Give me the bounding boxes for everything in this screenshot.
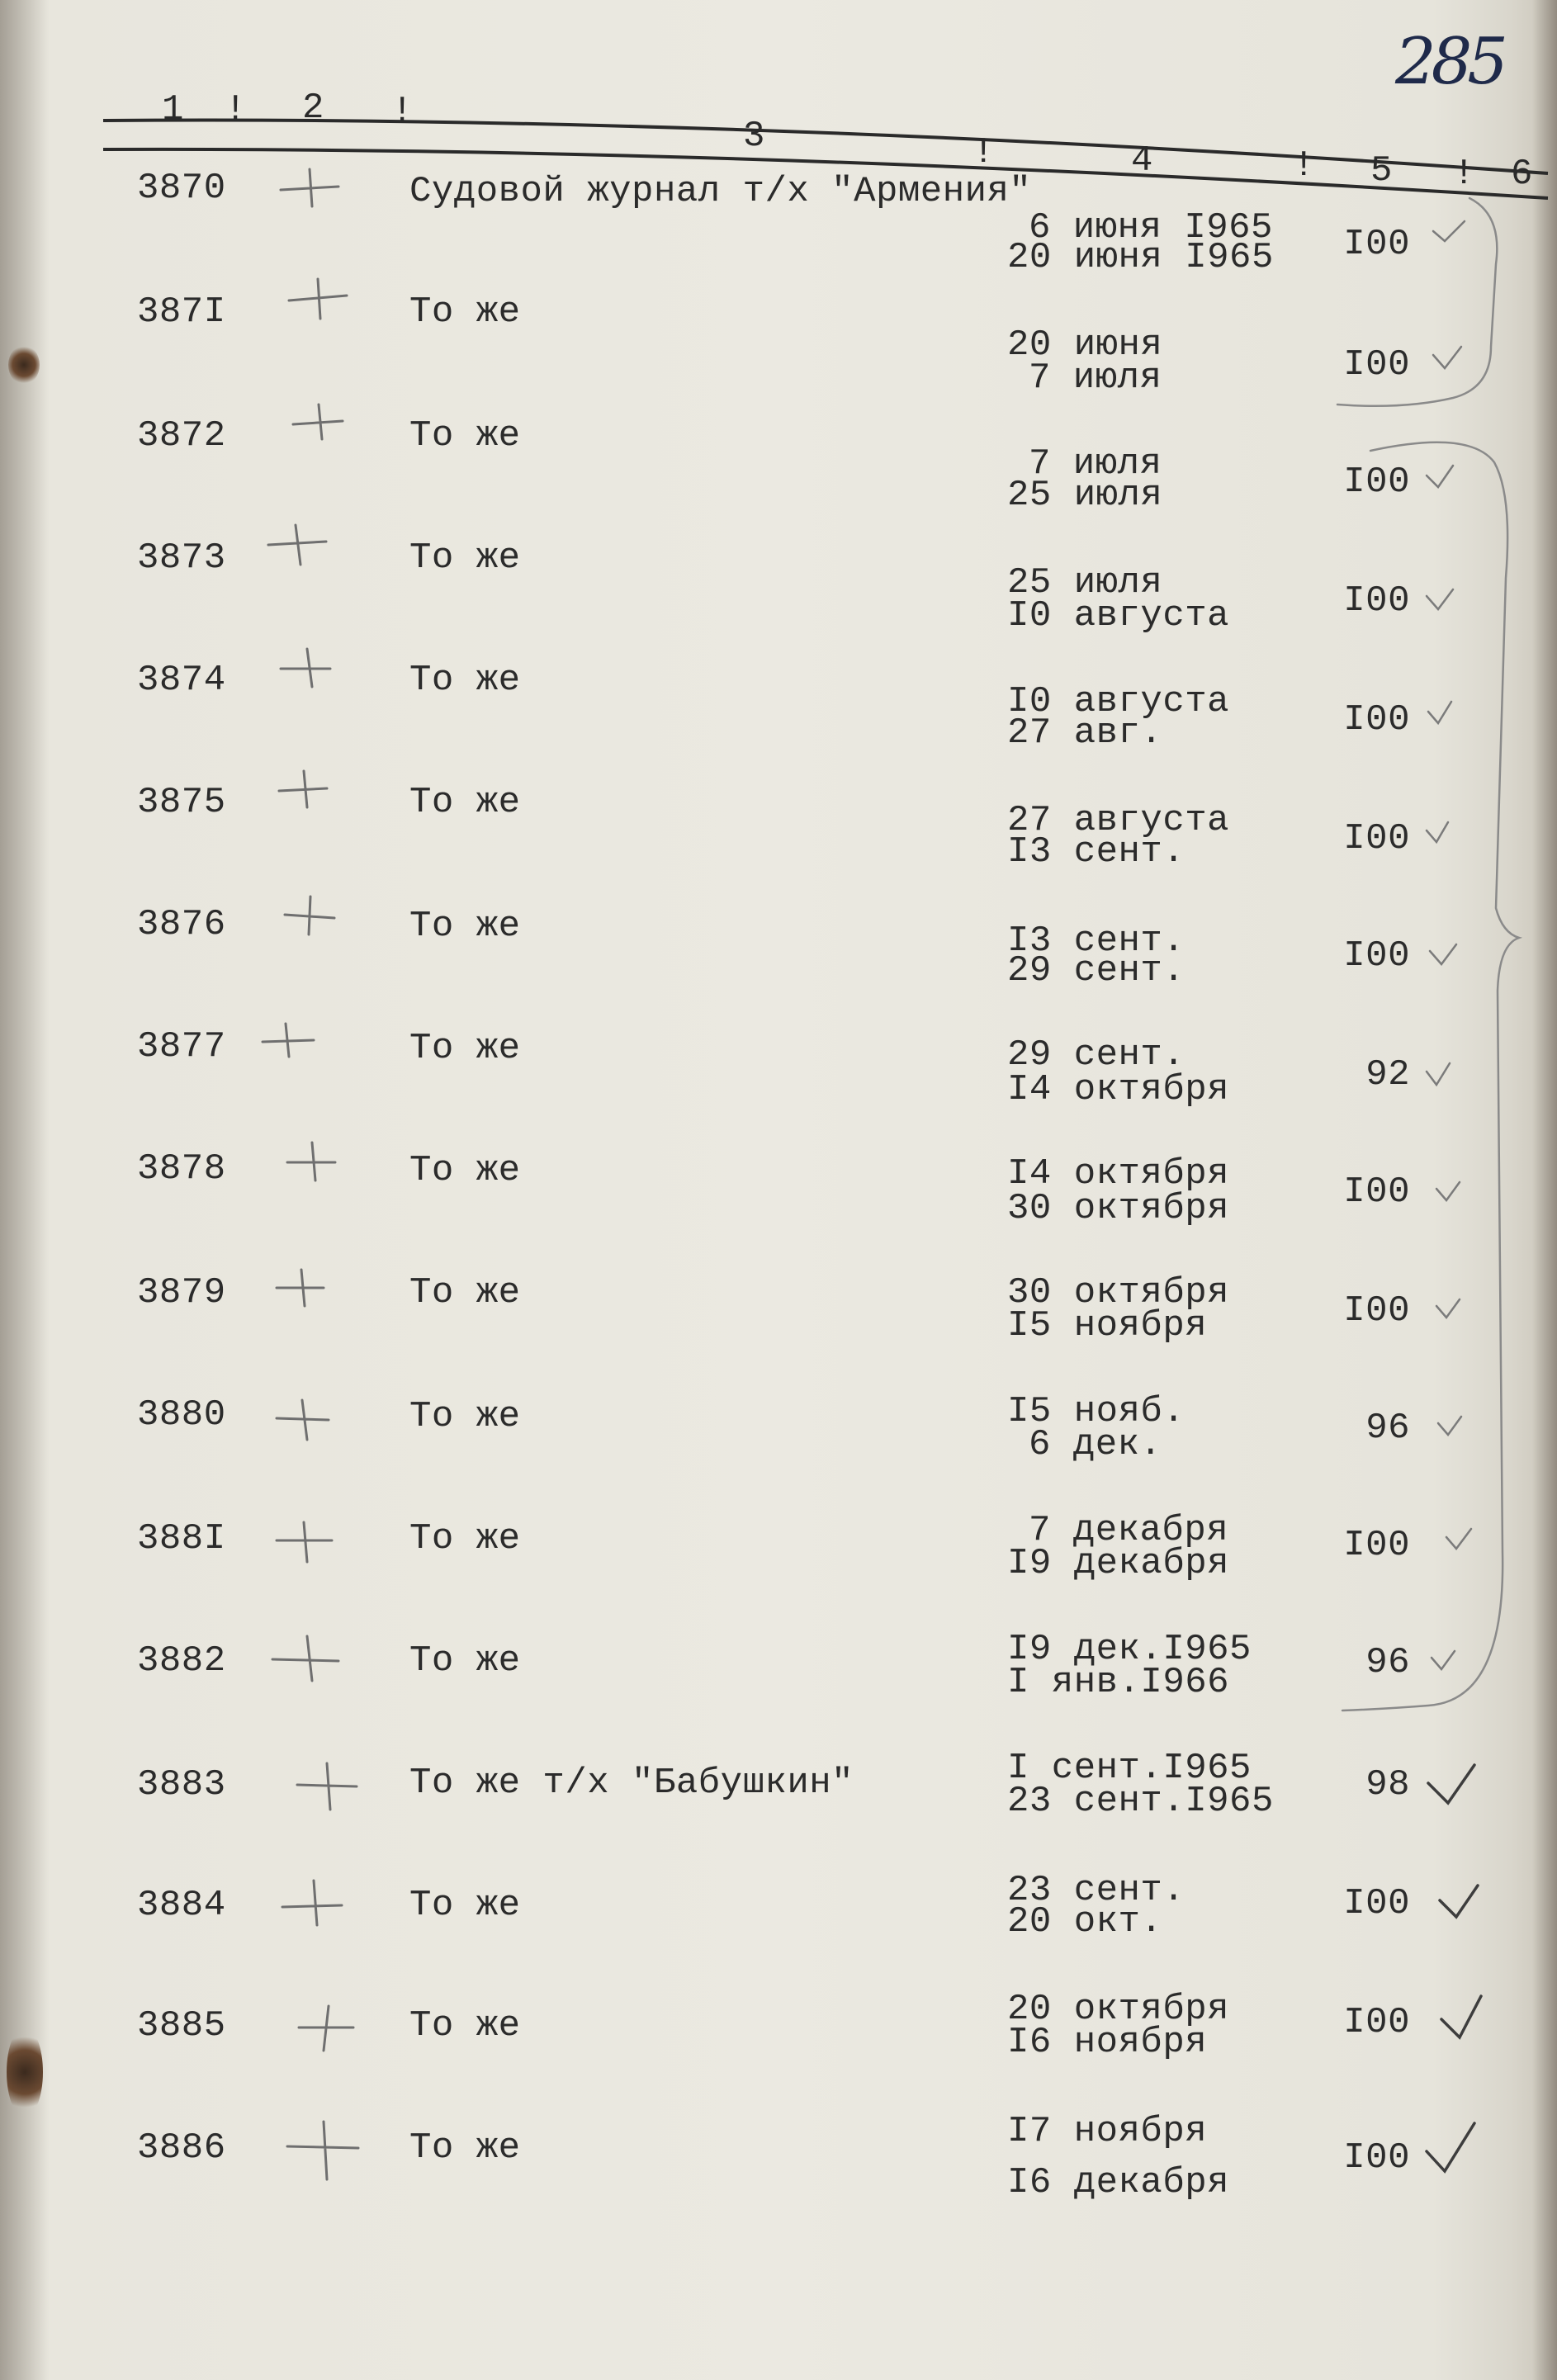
row-date-start: 30 октября <box>1007 1272 1230 1313</box>
col-header-sep: ! <box>225 89 247 130</box>
row-title: То же <box>409 291 521 333</box>
row-date-start: I5 нояб. <box>1007 1391 1185 1432</box>
row-number: 3883 <box>137 1764 226 1805</box>
row-date-start: I сент.I965 <box>1007 1748 1252 1789</box>
row-number: 387I <box>137 291 226 333</box>
row-page-count: I00 <box>1343 699 1410 740</box>
row-date-start: 25 июля <box>1007 562 1163 603</box>
row-title: Судовой журнал т/х "Армения" <box>409 171 1032 212</box>
row-title: То же <box>409 906 521 947</box>
row-date-start: 7 июля <box>1029 443 1162 485</box>
row-page-count: 92 <box>1365 1054 1410 1095</box>
row-page-count: I00 <box>1343 1290 1410 1332</box>
row-title: То же <box>409 1150 521 1191</box>
row-number: 3870 <box>137 168 226 209</box>
page-number: 285 <box>1395 25 1503 99</box>
row-number: 3874 <box>137 660 226 701</box>
row-title: То же <box>409 2005 521 2046</box>
row-number: 3880 <box>137 1394 226 1436</box>
row-date-end: I4 октября <box>1007 1069 1230 1110</box>
row-date-end: I9 декабря <box>1007 1543 1230 1584</box>
page-right-edge <box>1532 0 1557 2380</box>
row-date-end: 23 сент.I965 <box>1007 1781 1274 1822</box>
row-number: 3884 <box>137 1885 226 1926</box>
row-number: 3876 <box>137 904 226 945</box>
row-date-start: I0 августа <box>1007 681 1230 722</box>
row-title: То же <box>409 1028 521 1069</box>
col-header-sep: ! <box>1453 154 1475 195</box>
row-page-count: I00 <box>1343 344 1410 386</box>
row-number: 3877 <box>137 1026 226 1067</box>
row-number: 3873 <box>137 537 226 579</box>
cross-marks <box>263 169 358 2179</box>
col-header-1: 1 <box>162 89 184 130</box>
row-date-end: 20 окт. <box>1007 1901 1163 1942</box>
row-date-end: 7 июля <box>1029 357 1162 399</box>
row-number: 3882 <box>137 1640 226 1682</box>
row-date-start: I9 дек.I965 <box>1007 1629 1252 1670</box>
row-date-start: 7 декабря <box>1029 1510 1229 1551</box>
row-date-start: 27 августа <box>1007 800 1230 841</box>
row-title: То же <box>409 1885 521 1926</box>
row-page-count: 96 <box>1365 1642 1410 1683</box>
row-number: 3875 <box>137 782 226 823</box>
row-page-count: I00 <box>1343 818 1410 859</box>
row-title: То же <box>409 537 521 579</box>
ink-check-marks <box>1427 1765 1481 2171</box>
row-date-end: I3 сент. <box>1007 831 1185 873</box>
row-date-start: 6 июня I965 <box>1029 207 1273 248</box>
row-title: То же <box>409 2127 521 2169</box>
row-date-end: I янв.I966 <box>1007 1662 1230 1703</box>
row-date-end: 27 авг. <box>1007 712 1163 754</box>
row-date-start: 20 июня <box>1007 324 1163 366</box>
row-number: 3885 <box>137 2005 226 2046</box>
row-title: То же <box>409 1640 521 1682</box>
col-header-sep: ! <box>391 91 414 132</box>
row-date-end: 20 июня I965 <box>1007 237 1274 278</box>
row-date-end: 25 июля <box>1007 475 1163 516</box>
row-title: То же т/х "Бабушкин" <box>409 1763 854 1804</box>
row-date-start: I3 сент. <box>1007 920 1185 962</box>
row-page-count: I00 <box>1343 224 1410 265</box>
row-date-start: I4 октября <box>1007 1153 1230 1195</box>
col-header-3: 3 <box>743 116 765 157</box>
col-header-sep: ! <box>1293 145 1315 187</box>
col-header-6: 6 <box>1511 154 1533 195</box>
row-date-start: 20 октября <box>1007 1989 1230 2030</box>
row-title: То же <box>409 782 521 823</box>
row-date-end: 6 дек. <box>1029 1424 1162 1465</box>
row-number: 3872 <box>137 415 226 457</box>
row-title: То же <box>409 415 521 457</box>
col-header-sep: ! <box>973 132 995 173</box>
row-date-end: I5 ноября <box>1007 1305 1208 1346</box>
row-page-count: I00 <box>1343 2137 1410 2179</box>
row-page-count: I00 <box>1343 1883 1410 1924</box>
row-date-start: I7 ноября <box>1007 2111 1208 2152</box>
burn-mark-top <box>8 345 40 385</box>
row-number: 3879 <box>137 1272 226 1313</box>
row-date-start: 29 сент. <box>1007 1034 1185 1076</box>
row-number: 3878 <box>137 1148 226 1190</box>
col-header-4: 4 <box>1131 140 1153 182</box>
col-header-5: 5 <box>1370 150 1393 192</box>
row-page-count: I00 <box>1343 461 1410 503</box>
row-date-end: I0 августа <box>1007 595 1230 636</box>
row-page-count: I00 <box>1343 580 1410 622</box>
row-page-count: I00 <box>1343 1525 1410 1566</box>
row-date-end: 30 октября <box>1007 1188 1230 1229</box>
row-title: То же <box>409 660 521 701</box>
row-page-count: I00 <box>1343 2002 1410 2043</box>
row-date-end: 29 сент. <box>1007 950 1185 991</box>
row-page-count: 98 <box>1365 1764 1410 1805</box>
row-title: То же <box>409 1272 521 1313</box>
row-page-count: 96 <box>1365 1408 1410 1449</box>
check-marks <box>1427 221 1471 1669</box>
row-page-count: I00 <box>1343 935 1410 977</box>
row-number: 3886 <box>137 2127 226 2169</box>
row-number: 388I <box>137 1518 226 1559</box>
row-title: То же <box>409 1518 521 1559</box>
row-date-end: I6 декабря <box>1007 2162 1230 2203</box>
burn-mark-bottom <box>7 2027 43 2117</box>
row-title: То же <box>409 1396 521 1437</box>
row-date-start: 23 сент. <box>1007 1870 1185 1911</box>
col-header-2: 2 <box>302 88 324 129</box>
row-date-end: I6 ноября <box>1007 2022 1208 2063</box>
row-page-count: I00 <box>1343 1171 1410 1213</box>
